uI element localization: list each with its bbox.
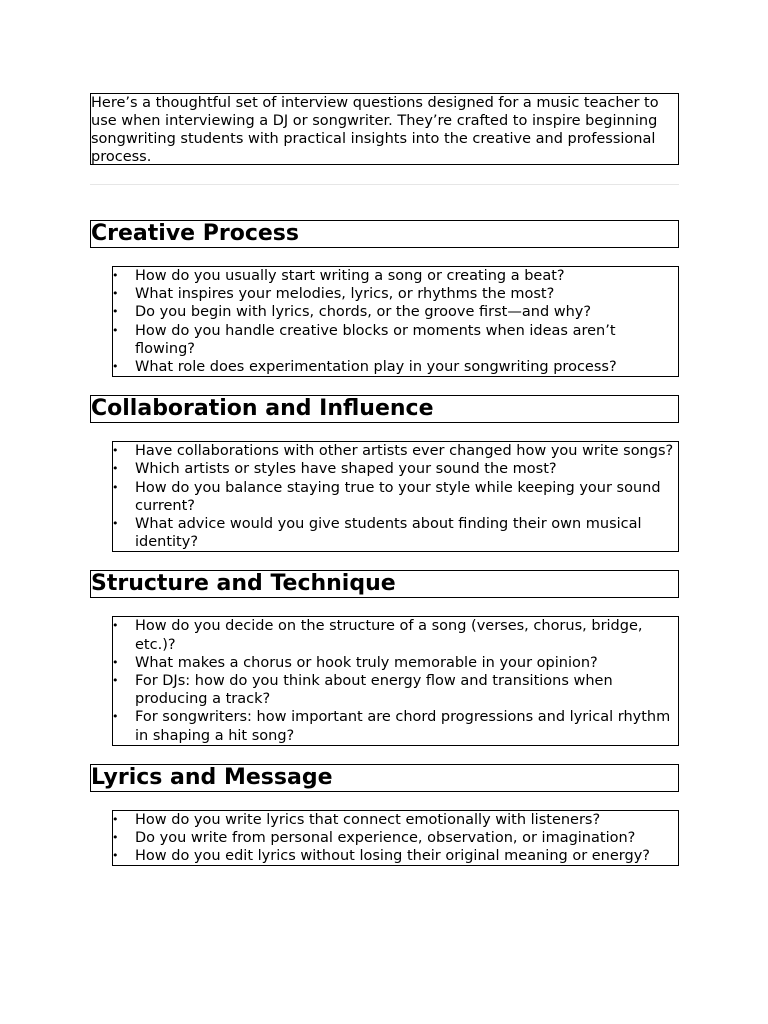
question-list-creative-process (112, 266, 679, 377)
bullet-icon: • (112, 287, 119, 301)
bullet-icon: • (112, 462, 119, 476)
question-list-structure-technique (112, 616, 679, 745)
question-item (113, 829, 678, 847)
section-heading-collaboration: Collaboration and Influence (90, 395, 679, 423)
horizontal-divider (90, 184, 679, 185)
question-text: What makes a chorus or hook truly memorable in your opinion? (135, 654, 598, 671)
bullet-icon: • (112, 323, 119, 337)
bullet-icon: • (112, 831, 119, 845)
question-list-collaboration (112, 441, 679, 552)
question-item (113, 617, 678, 653)
question-text: For songwriters: how important are chord progressions and lyrical rhythm in shaping a hit song? (135, 709, 671, 744)
bullet-icon: • (112, 619, 119, 633)
question-item (113, 847, 678, 865)
question-item (113, 479, 678, 515)
question-text: How do you balance staying true to your style while keeping your sound current? (135, 479, 661, 514)
bullet-icon: • (112, 305, 119, 319)
question-text: What advice would you give students about finding their own musical identity? (135, 516, 642, 551)
section-heading-creative-process: Creative Process (90, 220, 679, 248)
question-item (113, 515, 678, 551)
question-list-lyrics-message (112, 810, 679, 867)
question-text: For DJs: how do you think about energy flow and transitions when producing a track? (135, 673, 613, 708)
bullet-icon: • (112, 444, 119, 458)
question-item (113, 708, 678, 744)
question-text: Do you write from personal experience, observation, or imagination? (135, 830, 636, 847)
bullet-icon: • (112, 674, 119, 688)
question-text: Do you begin with lyrics, chords, or the groove first—and why? (135, 304, 592, 321)
section-heading-lyrics-message: Lyrics and Message (90, 764, 679, 792)
question-item (113, 672, 678, 708)
question-text: How do you usually start writing a song or creating a beat? (135, 268, 565, 284)
question-text: Have collaborations with other artists ever changed how you write songs? (135, 443, 674, 460)
bullet-icon: • (112, 517, 119, 531)
question-item (113, 303, 678, 321)
document-page (90, 93, 679, 884)
bullet-icon: • (112, 812, 119, 826)
bullet-icon: • (112, 480, 119, 494)
question-item (113, 811, 678, 829)
question-text: How do you handle creative blocks or moments when ideas aren’t flowing? (135, 322, 616, 357)
question-text: What role does experimentation play in your songwriting process? (135, 359, 617, 376)
bullet-icon: • (112, 360, 119, 374)
bullet-icon: • (112, 710, 119, 724)
question-text: How do you edit lyrics without losing their original meaning or energy? (135, 848, 650, 865)
question-text: How do you decide on the structure of a song (verses, chorus, bridge, etc.)? (135, 618, 643, 653)
bullet-icon: • (112, 269, 119, 282)
bullet-icon: • (112, 849, 119, 863)
question-item (113, 285, 678, 303)
question-item (113, 460, 678, 478)
question-item (113, 267, 678, 285)
intro-paragraph: Here’s a thoughtful set of interview questions designed for a music teacher to use when interviewing a DJ or songwriter. They’re crafted to inspire beginning songwriting students with practical insights into the creative and professional process. (90, 93, 679, 165)
question-text: What inspires your melodies, lyrics, or rhythms the most? (135, 286, 555, 303)
section-heading-structure-technique: Structure and Technique (90, 570, 679, 598)
question-item (113, 654, 678, 672)
question-item (113, 442, 678, 460)
question-text: How do you write lyrics that connect emotionally with listeners? (135, 811, 601, 828)
question-item (113, 322, 678, 358)
question-item (113, 358, 678, 376)
bullet-icon: • (112, 655, 119, 669)
question-text: Which artists or styles have shaped your sound the most? (135, 461, 557, 478)
